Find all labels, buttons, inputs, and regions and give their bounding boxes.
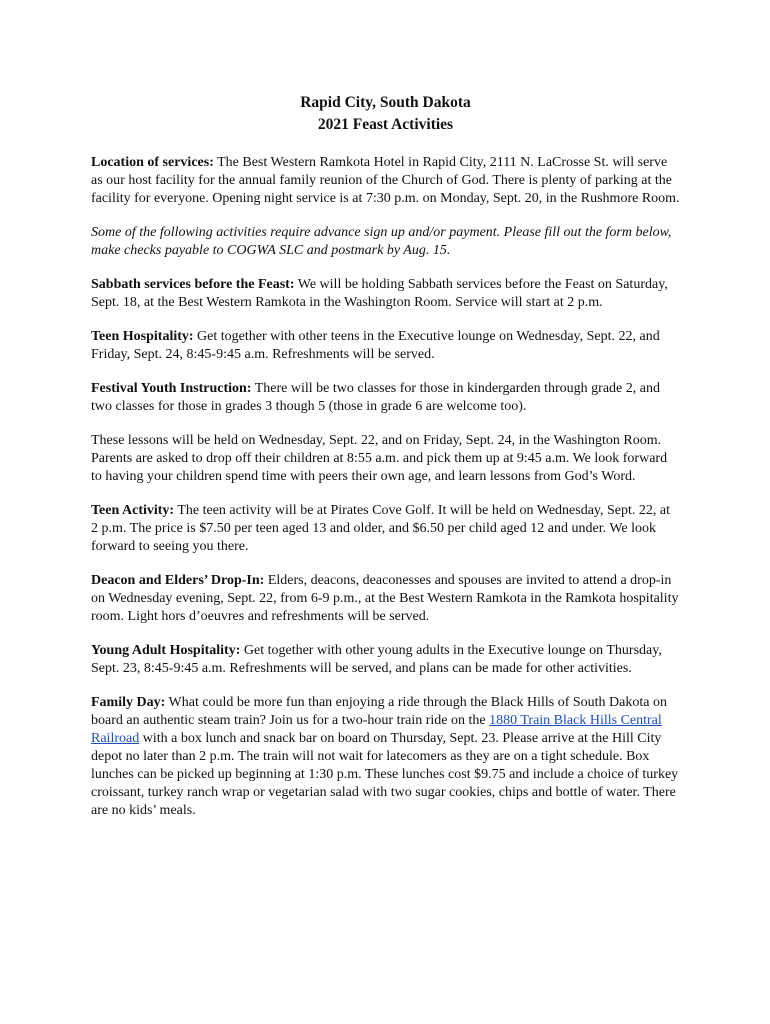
- teen-activity-heading: Teen Activity:: [91, 503, 175, 518]
- paragraph-deacon: [91, 572, 680, 626]
- young-adult-heading: Young Adult Hospitality:: [91, 643, 241, 658]
- teen-hospitality-heading: Teen Hospitality:: [91, 329, 194, 344]
- youth-instruction-text: There will be two classes for those in kindergarden through grade 2, and two classes for those in grades 3 though 5 (those in grade 6 are welcome too).: [91, 381, 660, 414]
- location-text: The Best Western Ramkota Hotel in Rapid City, 2111 N. LaCrosse St. will serve as our host facility for the annual family reunion of the Church of God. There is plenty of parking at the facility for everyone. Opening night service is at 7:30 p.m. on Monday, Sept. 20, in the Rushmore Room.: [91, 155, 680, 206]
- family-day-text-after: with a box lunch and snack bar on board on Thursday, Sept. 23. Please arrive at the Hill City depot no later than 2 p.m. The train will not wait for latecomers as they are on a tight schedule. Box lunches can be picked up beginning at 1:30 p.m. These lunches cost $9.75 and include a choice of turkey croissant, turkey ranch wrap or vegetarian salad with two sugar cookies, chips and bottle of water. There are no kids’ meals.: [91, 731, 679, 818]
- teen-activity-text: The teen activity will be at Pirates Cove Golf. It will be held on Wednesday, Sept. 22, at 2 p.m. The price is $7.50 per teen aged 13 and older, and $6.50 per child aged 12 and under. We look forward to seeing you there.: [91, 503, 670, 554]
- paragraph-youth-instruction: [91, 380, 680, 416]
- deacon-heading: Deacon and Elders’ Drop-In:: [91, 573, 265, 588]
- paragraph-young-adult: [91, 642, 680, 678]
- youth-instruction-heading: Festival Youth Instruction:: [91, 381, 252, 396]
- title-line-1: Rapid City, South Dakota: [300, 94, 471, 111]
- family-day-heading: Family Day:: [91, 695, 166, 710]
- paragraph-lessons: These lessons will be held on Wednesday, Sept. 22, and on Friday, Sept. 24, in the Washington Room. Parents are asked to drop off their children at 8:55 a.m. and pick them up at 9:45 a.m. We look forward to having your children spend time with peers their own age, and learn lessons from God’s Word.: [91, 433, 668, 484]
- page-title: [91, 92, 680, 136]
- paragraph-notice: Some of the following activities require advance sign up and/or payment. Please fill out the form below, make checks payable to COGWA SLC and postmark by Aug. 15.: [91, 225, 672, 258]
- paragraph-sabbath: [91, 276, 680, 312]
- sabbath-text: We will be holding Sabbath services before the Feast on Saturday, Sept. 18, at the Best Western Ramkota in the Washington Room. Service will start at 2 p.m.: [91, 277, 668, 310]
- paragraph-family-day: [91, 694, 680, 820]
- young-adult-text: Get together with other young adults in the Executive lounge on Thursday, Sept. 23, 8:45-9:45 a.m. Refreshments will be served, and plans can be made for other activities.: [91, 643, 662, 676]
- sabbath-heading: Sabbath services before the Feast:: [91, 277, 295, 292]
- title-line-2: 2021 Feast Activities: [317, 116, 454, 133]
- family-day-text-before: What could be more fun than enjoying a ride through the Black Hills of South Dakota on board an authentic steam train? Join us for a two-hour train ride on the: [91, 695, 667, 728]
- deacon-text: Elders, deacons, deaconesses and spouses are invited to attend a drop-in on Wednesday evening, Sept. 22, from 6-9 p.m., at the Best Western Ramkota in the Ramkota hospitality room. Light hors d’oeuvres and refreshments will be served.: [91, 573, 679, 624]
- train-railroad-link[interactable]: 1880 Train Black Hills Central Railroad: [91, 713, 662, 746]
- paragraph-location: [91, 154, 680, 208]
- location-heading: Location of services:: [91, 155, 214, 170]
- paragraph-teen-activity: [91, 502, 680, 556]
- teen-hospitality-text: Get together with other teens in the Executive lounge on Wednesday, Sept. 22, and Friday, Sept. 24, 8:45-9:45 a.m. Refreshments will be served.: [91, 329, 660, 362]
- paragraph-teen-hospitality: [91, 328, 680, 364]
